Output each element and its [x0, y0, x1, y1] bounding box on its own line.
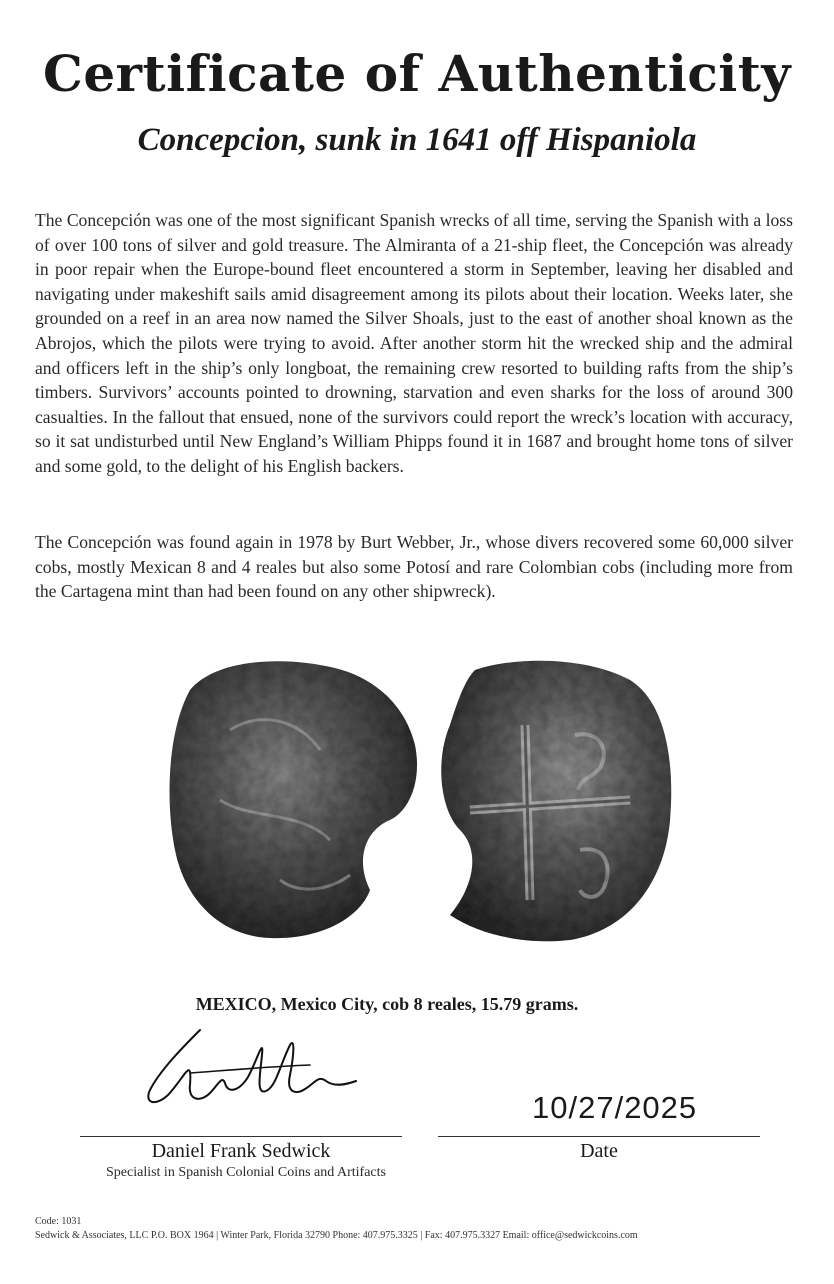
- date-line: [438, 1136, 760, 1137]
- signature: [130, 1015, 360, 1115]
- signed-date-value: 10/27/2025: [532, 1090, 698, 1125]
- history-paragraph-2: The Concepción was found again in 1978 by Burt Webber, Jr., whose divers recovered some 60,000 silver cobs, mostly Mexican 8 and 4 reales but also some Potosí and rare Colombian cobs (including more from the Cartagena mint than had been found on any other shipwreck).: [35, 532, 793, 602]
- signer-name: Daniel Frank Sedwick: [151, 1140, 331, 1162]
- signature-line: [80, 1136, 402, 1137]
- certificate-code: Code: 1031: [35, 1216, 82, 1227]
- coin-caption: MEXICO, Mexico City, cob 8 reales, 15.79 grams.: [195, 994, 579, 1014]
- signer-title: Specialist in Spanish Colonial Coins and Artifacts: [106, 1165, 386, 1180]
- history-paragraph-1: The Concepción was one of the most significant Spanish wrecks of all time, serving the Spanish with a loss of over 100 tons of silver and gold treasure. The Almiranta of a 21-ship fleet, the Concepción was already in poor repair when the Europe-bound fleet encountered a storm in September, leaving her disabled and navigating under makeshift sails amid disagreement among its pilots about their location. Weeks later, she grounded on a reef in an area now named the Silver Shoals, just to the east of another shoal known as the Abrojos, which the pilots were trying to avoid. After another storm hit the wrecked ship and the admiral and officers left in the ship’s only longboat, the remaining crew resorted to building rafts from the ship’s timbers. Survivors’ accounts pointed to drowning, starvation and even sharks for the loss of around 300 casualties. In the fallout that ensued, none of the survivors could report the wreck’s location with accuracy, so it sat undisturbed until New England’s William Phipps found it in 1687 and brought home tons of silver and some gold, to the delight of his English backers.: [35, 210, 793, 476]
- coin-photo: [160, 650, 680, 950]
- coin-obverse: [170, 661, 417, 938]
- coin-reverse: [441, 661, 671, 942]
- certificate-title: Certificate of Authenticity: [43, 44, 791, 103]
- certificate-subtitle: Concepcion, sunk in 1641 off Hispaniola: [137, 122, 697, 158]
- contact-footer: Sedwick & Associates, LLC P.O. BOX 1964 | Winter Park, Florida 32790 Phone: 407.975.3325 | Fax: 407.975.3327 Email: office@sedwickcoins.com: [35, 1230, 638, 1241]
- date-label: Date: [580, 1140, 618, 1162]
